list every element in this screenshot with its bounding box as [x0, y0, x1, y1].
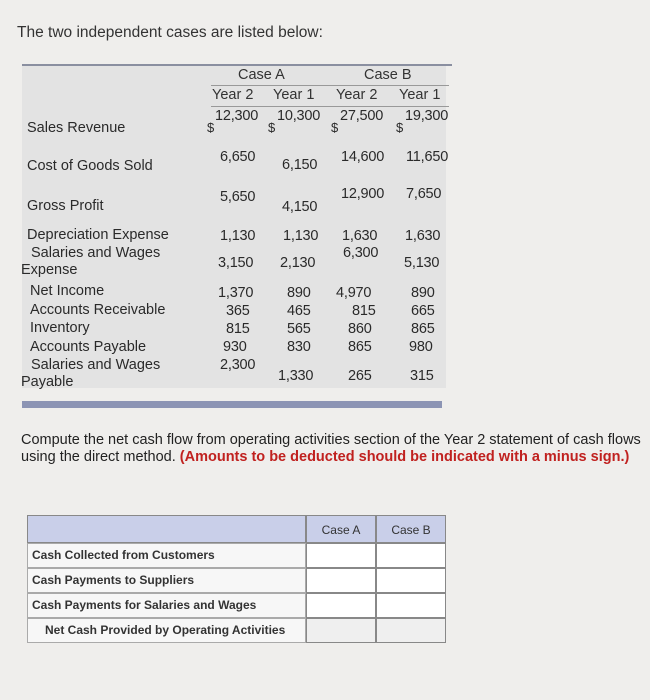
answer-col-case-a: Case A [306, 515, 376, 543]
intro-text: The two independent cases are listed below: [17, 24, 323, 41]
header-divider [211, 85, 449, 86]
value-cell: 830 [287, 339, 311, 355]
value-cell: 815 [226, 321, 250, 337]
value-cell: 2,300 [220, 357, 256, 373]
row-label-cogs: Cost of Goods Sold [27, 158, 153, 174]
value-cell: 815 [352, 303, 376, 319]
value-cell: 1,130 [283, 228, 319, 244]
row-label-gross-profit: Gross Profit [27, 198, 104, 214]
year-header-a2: Year 2 [212, 87, 254, 103]
value-cell: 2,130 [280, 255, 316, 271]
dollar-sign: $ [396, 120, 404, 135]
answer-col-case-b: Case B [376, 515, 446, 543]
row-label-sales-revenue: Sales Revenue [27, 120, 126, 136]
answer-row-payments-suppliers: Cash Payments to Suppliers [27, 568, 306, 593]
value-cell: 4,150 [282, 199, 318, 215]
year-header-b1: Year 1 [399, 87, 441, 103]
value-cell: 7,650 [406, 186, 442, 202]
value-cell: 6,150 [282, 157, 318, 173]
value-cell: 890 [411, 285, 435, 301]
value-cell: 865 [411, 321, 435, 337]
value-cell: 315 [410, 368, 434, 384]
instructions-main: Compute the net cash flow from operating activities section of the Year 2 statement of cash flows using the direct method. [21, 432, 641, 465]
dollar-sign: $ [207, 120, 215, 135]
value-cell: 1,630 [405, 228, 441, 244]
header-divider-2 [211, 106, 449, 107]
answer-row-payments-salaries: Cash Payments for Salaries and Wages [27, 593, 306, 618]
answer-input-case-b[interactable] [376, 593, 446, 618]
row-label-salaries-expense: Salaries and Wages Expense [21, 245, 161, 278]
value-cell: 1,330 [278, 368, 314, 384]
value-cell: 860 [348, 321, 372, 337]
answer-table-header [27, 515, 306, 543]
case-a-header: Case A [238, 67, 285, 83]
answer-input-case-a[interactable] [306, 543, 376, 568]
value-cell: 5,650 [220, 189, 256, 205]
dollar-sign: $ [268, 120, 276, 135]
value-cell: 5,130 [404, 255, 440, 271]
value-cell: 980 [409, 339, 433, 355]
value-cell: 4,970 [336, 285, 372, 301]
row-label-accounts-payable: Accounts Payable [30, 339, 147, 355]
answer-row-net-cash: Net Cash Provided by Operating Activities [27, 618, 306, 643]
value-cell: 12,300 [215, 108, 259, 124]
value-cell: 465 [287, 303, 311, 319]
value-cell: 10,300 [277, 108, 321, 124]
value-cell: 19,300 [405, 108, 449, 124]
row-label-net-income: Net Income [30, 283, 105, 299]
value-cell: 565 [287, 321, 311, 337]
instructions [21, 432, 646, 466]
value-cell: 365 [226, 303, 250, 319]
value-cell: 265 [348, 368, 372, 384]
value-cell: 3,150 [218, 255, 254, 271]
answer-input-case-a[interactable] [306, 618, 376, 643]
row-label-depreciation: Depreciation Expense [27, 227, 169, 243]
answer-input-case-a[interactable] [306, 568, 376, 593]
value-cell: 1,130 [220, 228, 256, 244]
case-b-header: Case B [364, 67, 412, 83]
instructions-emphasis: (Amounts to be deducted should be indicated with a minus sign.) [179, 449, 630, 465]
year-header-b2: Year 2 [336, 87, 378, 103]
answer-row-cash-collected: Cash Collected from Customers [27, 543, 306, 568]
value-cell: 12,900 [341, 186, 385, 202]
value-cell: 1,630 [342, 228, 378, 244]
value-cell: 27,500 [340, 108, 384, 124]
value-cell: 6,650 [220, 149, 256, 165]
row-label-accounts-receivable: Accounts Receivable [30, 302, 166, 318]
value-cell: 1,370 [218, 285, 254, 301]
table-bottom-bar [22, 401, 442, 408]
value-cell: 6,300 [343, 245, 379, 261]
value-cell: 14,600 [341, 149, 385, 165]
value-cell: 930 [223, 339, 247, 355]
row-label-inventory: Inventory [30, 320, 90, 336]
value-cell: 11,650 [406, 149, 449, 165]
value-cell: 865 [348, 339, 372, 355]
answer-input-case-a[interactable] [306, 593, 376, 618]
answer-table [27, 515, 447, 640]
value-cell: 890 [287, 285, 311, 301]
year-header-a1: Year 1 [273, 87, 315, 103]
answer-input-case-b[interactable] [376, 568, 446, 593]
value-cell: 665 [411, 303, 435, 319]
answer-input-case-b[interactable] [376, 618, 446, 643]
answer-input-case-b[interactable] [376, 543, 446, 568]
row-label-salaries-payable: Salaries and Wages Payable [21, 357, 161, 390]
dollar-sign: $ [331, 120, 339, 135]
